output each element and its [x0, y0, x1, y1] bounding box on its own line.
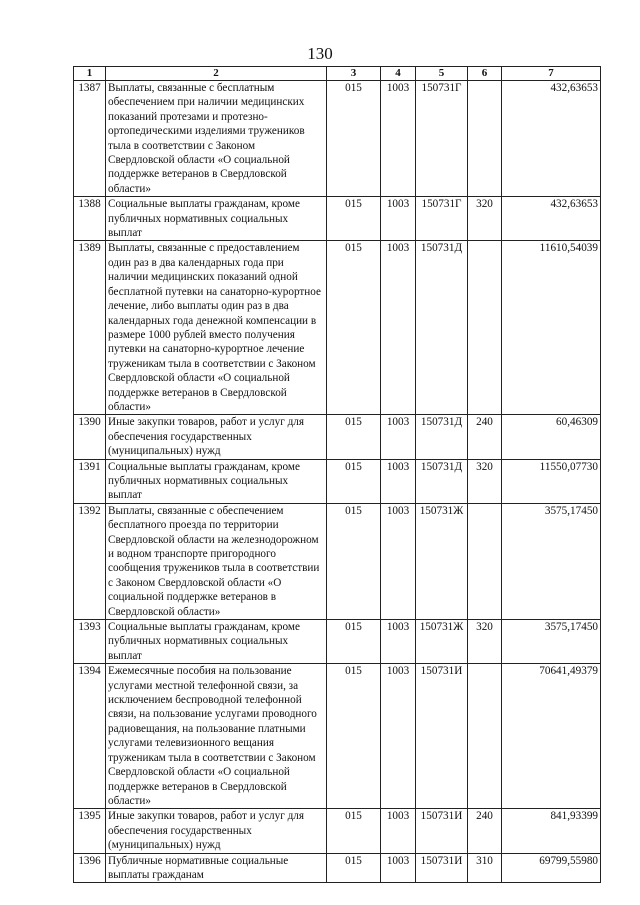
target-article-code: 150731Ж [416, 620, 468, 664]
column-header-3: 3 [327, 67, 381, 81]
row-number: 1387 [74, 81, 106, 197]
amount-value: 11610,54039 [502, 241, 601, 415]
target-article-code: 150731Г [416, 81, 468, 197]
row-number: 1390 [74, 415, 106, 459]
column-header-7: 7 [502, 67, 601, 81]
row-description: Иные закупки товаров, работ и услуг для обеспечения государственных (муниципальных) нужд [106, 809, 327, 853]
target-article-code: 150731И [416, 853, 468, 883]
section-code: 1003 [381, 81, 416, 197]
table-row [74, 620, 601, 664]
amount-value: 432,63653 [502, 81, 601, 197]
budget-table [73, 66, 601, 883]
table-row [74, 503, 601, 619]
row-description: Публичные нормативные социальные выплаты гражданам [106, 853, 327, 883]
target-article-code: 150731Ж [416, 503, 468, 619]
row-number: 1388 [74, 197, 106, 241]
column-header-2: 2 [106, 67, 327, 81]
row-number: 1393 [74, 620, 106, 664]
amount-value: 3575,17450 [502, 620, 601, 664]
expense-type-code [468, 503, 502, 619]
target-article-code: 150731И [416, 664, 468, 809]
row-number: 1394 [74, 664, 106, 809]
row-description: Социальные выплаты гражданам, кроме публичных нормативных социальных выплат [106, 197, 327, 241]
amount-value: 432,63653 [502, 197, 601, 241]
expense-type-code: 310 [468, 853, 502, 883]
section-code: 1003 [381, 620, 416, 664]
column-header-4: 4 [381, 67, 416, 81]
section-code: 1003 [381, 853, 416, 883]
target-article-code: 150731Д [416, 415, 468, 459]
table-row [74, 241, 601, 415]
table-row [74, 459, 601, 503]
section-code: 1003 [381, 664, 416, 809]
table-row [74, 415, 601, 459]
ministry-code: 015 [327, 853, 381, 883]
ministry-code: 015 [327, 503, 381, 619]
ministry-code: 015 [327, 664, 381, 809]
target-article-code: 150731Д [416, 241, 468, 415]
row-number: 1396 [74, 853, 106, 883]
ministry-code: 015 [327, 415, 381, 459]
ministry-code: 015 [327, 809, 381, 853]
row-description: Выплаты, связанные с предоставлением один раз в два календарных года при наличии медицинских показаний одной бесплатной путевки на санаторно-курортное лечение, либо выплаты один раз в два календарных года денежной компенсации в размере 1000 рублей вместо получения путевки на санаторно-курортное лечение труженикам тыла в соответствии с Законом Свердловской области «О социальной поддержке ветеранов в Свердловской области» [106, 241, 327, 415]
table-row [74, 197, 601, 241]
ministry-code: 015 [327, 197, 381, 241]
amount-value: 69799,55980 [502, 853, 601, 883]
page-number: 130 [307, 44, 333, 63]
expense-type-code: 320 [468, 459, 502, 503]
row-number: 1389 [74, 241, 106, 415]
section-code: 1003 [381, 809, 416, 853]
table-row [74, 809, 601, 853]
target-article-code: 150731И [416, 809, 468, 853]
row-number: 1392 [74, 503, 106, 619]
ministry-code: 015 [327, 620, 381, 664]
ministry-code: 015 [327, 241, 381, 415]
row-number: 1395 [74, 809, 106, 853]
section-code: 1003 [381, 197, 416, 241]
expense-type-code: 240 [468, 809, 502, 853]
expense-type-code: 320 [468, 620, 502, 664]
row-description: Ежемесячные пособия на пользование услугами местной телефонной связи, за исключением беспроводной телефонной связи, на пользование услугами проводного радиовещания, на пользование платными услугами телевизионного вещания труженикам тыла в соответствии с Законом Свердловской области «О социальной поддержке ветеранов в Свердловской области» [106, 664, 327, 809]
ministry-code: 015 [327, 459, 381, 503]
row-number: 1391 [74, 459, 106, 503]
column-header-6: 6 [468, 67, 502, 81]
section-code: 1003 [381, 503, 416, 619]
amount-value: 70641,49379 [502, 664, 601, 809]
row-description: Социальные выплаты гражданам, кроме публичных нормативных социальных выплат [106, 620, 327, 664]
amount-value: 3575,17450 [502, 503, 601, 619]
section-code: 1003 [381, 459, 416, 503]
expense-type-code: 240 [468, 415, 502, 459]
amount-value: 11550,07730 [502, 459, 601, 503]
row-description: Выплаты, связанные с бесплатным обеспечением при наличии медицинских показаний протезами и протезно-ортопедическими изделиями тружеников тыла в соответствии с Законом Свердловской области «О социальной поддержке ветеранов в Свердловской области» [106, 81, 327, 197]
ministry-code: 015 [327, 81, 381, 197]
amount-value: 60,46309 [502, 415, 601, 459]
expense-type-code [468, 664, 502, 809]
column-header-1: 1 [74, 67, 106, 81]
target-article-code: 150731Г [416, 197, 468, 241]
section-code: 1003 [381, 241, 416, 415]
table-row [74, 664, 601, 809]
section-code: 1003 [381, 415, 416, 459]
row-description: Выплаты, связанные с обеспечением бесплатного проезда по территории Свердловской области на железнодорожном и водном транспорте пригородного сообщения тружеников тыла в соответствии с Законом Свердловской области «О социальной поддержке ветеранов в Свердловской области» [106, 503, 327, 619]
expense-type-code [468, 81, 502, 197]
amount-value: 841,93399 [502, 809, 601, 853]
table-row [74, 853, 601, 883]
expense-type-code: 320 [468, 197, 502, 241]
table-body [74, 81, 601, 883]
column-header-5: 5 [416, 67, 468, 81]
table-row [74, 81, 601, 197]
row-description: Иные закупки товаров, работ и услуг для обеспечения государственных (муниципальных) нужд [106, 415, 327, 459]
row-description: Социальные выплаты гражданам, кроме публичных нормативных социальных выплат [106, 459, 327, 503]
expense-type-code [468, 241, 502, 415]
table-header-row [74, 67, 601, 81]
target-article-code: 150731Д [416, 459, 468, 503]
